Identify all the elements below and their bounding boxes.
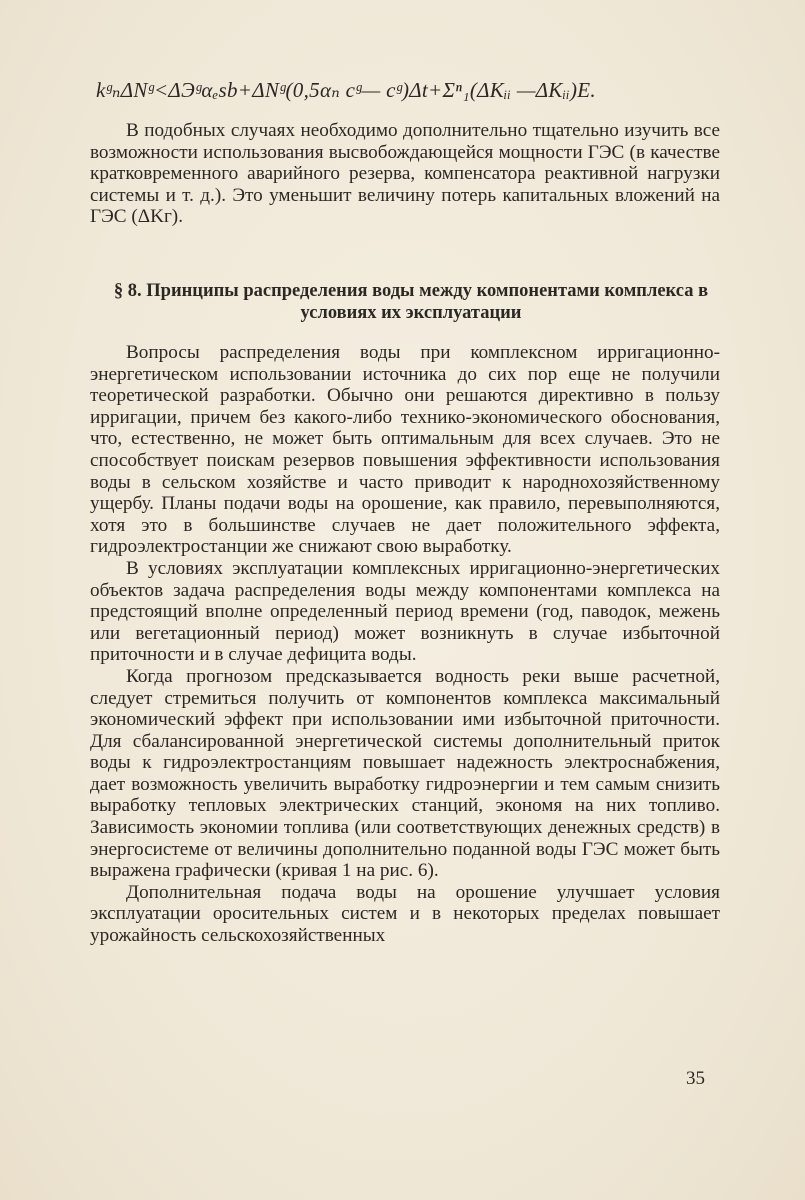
section-body [90, 342, 720, 947]
section-heading: § 8. Принципы распределения воды между компонентами комплекса в условиях их эксплуатации [113, 281, 709, 323]
paragraph: В подобных случаях необходимо дополнительно тщательно изучить все возможности использования высвобождающейся мощности ГЭС (в качестве кратковременного аварийного резерва, компенсатора реактивной нагрузки системы и т. д.). Это уменьшит величину потерь капитальных вложений на ГЭС (ΔKг). [90, 120, 720, 228]
paragraph: Вопросы распределения воды при комплексном ирригационно-энергетическом использовании источника до сих пор еще не получили теоретической разработки. Обычно они решаются директивно в пользу ирригации, причем без какого-либо технико-экономического обоснования, что, естественно, не может быть оптимальным для всех случаев. Это не способствует поискам резервов повышения эффективности использования воды в сельском хозяйстве и часто приводит к народнохозяйственному ущербу. Планы подачи воды на орошение, как правило, перевыполняются, хотя это в большинстве случаев не дает положительного эффекта, гидроэлектростанции же снижают свою выработку. [90, 342, 720, 558]
paragraph: Дополнительная подача воды на орошение улучшает условия эксплуатации оросительных систем и в некоторых пределах повышает урожайность сельскохозяйственных [90, 881, 720, 947]
formula: kᵍₙΔNᵍ<ΔЭᵍαₑsb+ΔNᵍ(0,5αₙ cᵍ— cᵍ)Δt+Σⁿ₁(ΔKᵢᵢ —ΔKᵢᵢ)E. [96, 78, 596, 102]
paragraph: В условиях эксплуатации комплексных ирригационно-энергетических объектов задача распределения воды между компонентами комплекса на предстоящий вполне определенный период времени (год, паводок, межень или вегетационный период) может возникнуть в случае избыточной приточности и в случае дефицита воды. [90, 557, 720, 666]
intro-paragraph [90, 120, 720, 228]
page-number: 35 [686, 1068, 705, 1089]
paragraph: Когда прогнозом предсказывается водность реки выше расчетной, следует стремиться получить от компонентов комплекса максимальный экономический эффект при использовании ими избыточной приточности. Для сбалансированной энергетической системы дополнительный приток воды к гидроэлектростанциям повышает надежность электроснабжения, дает возможность увеличить выработку гидроэнергии и тем самым снизить выработку тепловых электрических станций, экономя на них топливо. Зависимость экономии топлива (или соответствующих денежных средств) в энергосистеме от величины дополнительно поданной воды ГЭС может быть выражена графически (кривая 1 на рис. 6). [90, 665, 720, 882]
